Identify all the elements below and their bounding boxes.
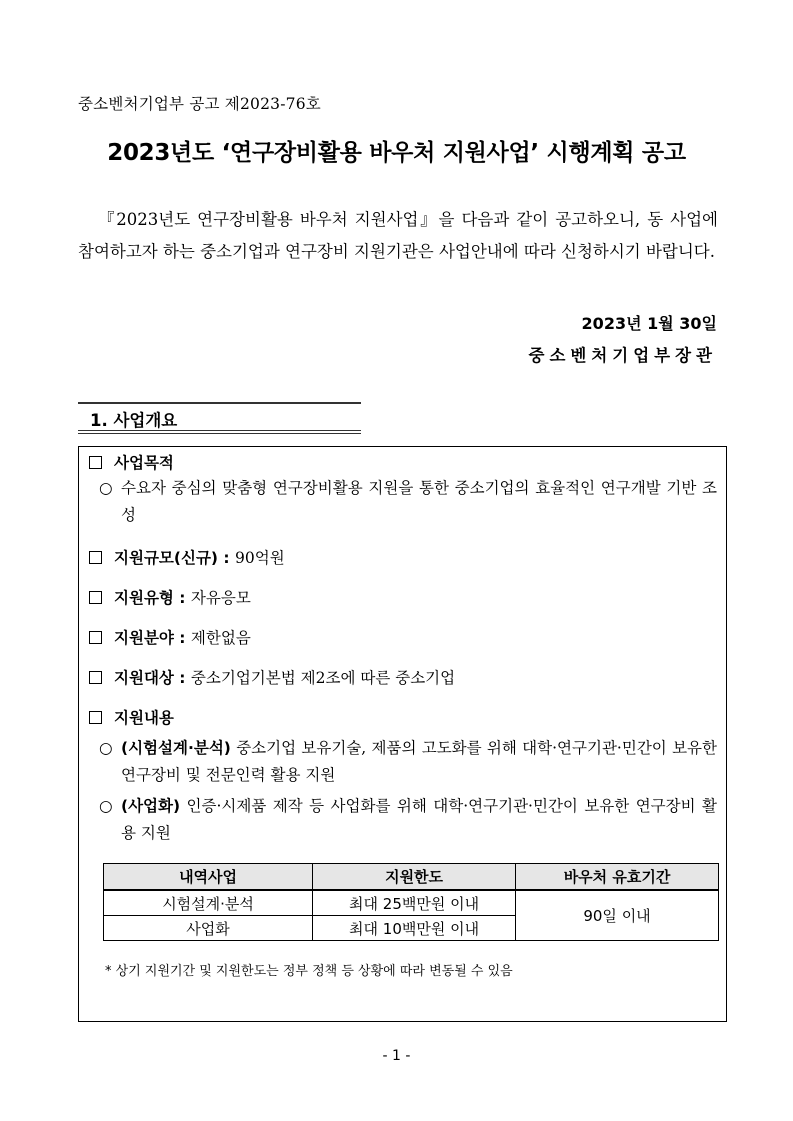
- circle-bullet-icon: ○: [99, 479, 113, 497]
- page-number: - 1 -: [382, 1048, 411, 1064]
- announcement-number: 중소벤처기업부 공고 제2023-76호: [78, 95, 321, 113]
- checkbox-icon: [89, 591, 102, 604]
- checkbox-icon: [89, 711, 102, 724]
- document-title: 2023년도 ‘연구장비활용 바우처 지원사업’ 시행계획 공고: [107, 140, 686, 166]
- table-header-cell: 지원한도: [313, 864, 516, 891]
- heading-rule-bottom-2: [78, 433, 361, 434]
- purpose-label: 사업목적: [114, 454, 174, 472]
- heading-rule-top: [78, 402, 361, 404]
- purpose-item: [89, 451, 174, 473]
- field-label: 지원분야: [114, 629, 174, 647]
- field-item: [89, 626, 251, 648]
- circle-bullet-icon: ○: [99, 739, 113, 757]
- overview-box: [78, 446, 727, 1022]
- target-separator: :: [173, 669, 191, 687]
- scale-item: [89, 546, 285, 568]
- table-cell: 최대 10백만원 이내: [313, 916, 516, 941]
- scale-value: 90억원: [235, 549, 285, 567]
- content-bullet-2-title: (사업화): [121, 797, 181, 815]
- support-limit-table: [103, 863, 719, 941]
- checkbox-icon: [89, 631, 102, 644]
- validity-cell: 90일 이내: [516, 890, 719, 941]
- field-value: 제한없음: [190, 629, 251, 647]
- content-bullet-2-text: 인증·시제품 제작 등 사업화를 위해 대학·연구기관·민간이 보유한 연구장비 활용 지원: [121, 797, 717, 842]
- section-heading: [78, 402, 361, 434]
- checkbox-icon: [89, 671, 102, 684]
- purpose-bullet: [99, 475, 717, 529]
- intro-text: 『2023년도 연구장비활용 바우처 지원사업』을 다음과 같이 공고하오니, 동 사업에 참여하고자 하는 중소기업과 연구장비 지원기관은 사업안내에 따라 신청하시기 바랍니다.: [78, 210, 718, 261]
- table-footnote: * 상기 지원기간 및 지원한도는 정부 정책 등 상황에 따라 변동될 수 있음: [105, 964, 513, 979]
- section-heading-text: 1. 사업개요: [90, 411, 178, 430]
- type-label: 지원유형: [114, 589, 174, 607]
- circle-bullet-icon: ○: [99, 797, 113, 815]
- target-label: 지원대상: [114, 669, 174, 687]
- table-row: [104, 890, 719, 916]
- announcement-date: 2023년 1월 30일: [581, 314, 717, 333]
- table-header-cell: 바우처 유효기간: [516, 864, 719, 891]
- field-separator: :: [173, 629, 191, 647]
- type-value: 자유응모: [190, 589, 251, 607]
- content-label: 지원내용: [114, 709, 174, 727]
- scale-separator: :: [218, 549, 236, 567]
- table-cell: 시험설계·분석: [104, 890, 313, 916]
- intro-paragraph: [78, 204, 718, 268]
- checkbox-icon: [89, 551, 102, 564]
- purpose-text: 수요자 중심의 맞춤형 연구장비활용 지원을 통한 중소기업의 효율적인 연구개발 기반 조성: [121, 479, 717, 524]
- table-cell: 사업화: [104, 916, 313, 941]
- issuer-name: 중소벤처기업부장관: [528, 346, 717, 365]
- type-separator: :: [173, 589, 191, 607]
- content-bullet-1: [99, 735, 717, 789]
- content-item: [89, 706, 174, 728]
- heading-rule-bottom: [78, 430, 361, 431]
- content-bullet-2: [99, 793, 717, 847]
- target-value: 중소기업기본법 제2조에 따른 중소기업: [190, 669, 456, 687]
- scale-label: 지원규모(신규): [114, 549, 219, 567]
- table-header-cell: 내역사업: [104, 864, 313, 891]
- table-header-row: [104, 864, 719, 891]
- content-bullet-1-text: 중소기업 보유기술, 제품의 고도화를 위해 대학·연구기관·민간이 보유한 연구장비 및 전문인력 활용 지원: [121, 739, 717, 784]
- checkbox-icon: [89, 456, 102, 469]
- content-bullet-1-title: (시험설계·분석): [121, 739, 231, 757]
- table-cell: 최대 25백만원 이내: [313, 890, 516, 916]
- target-item: [89, 666, 455, 688]
- type-item: [89, 586, 251, 608]
